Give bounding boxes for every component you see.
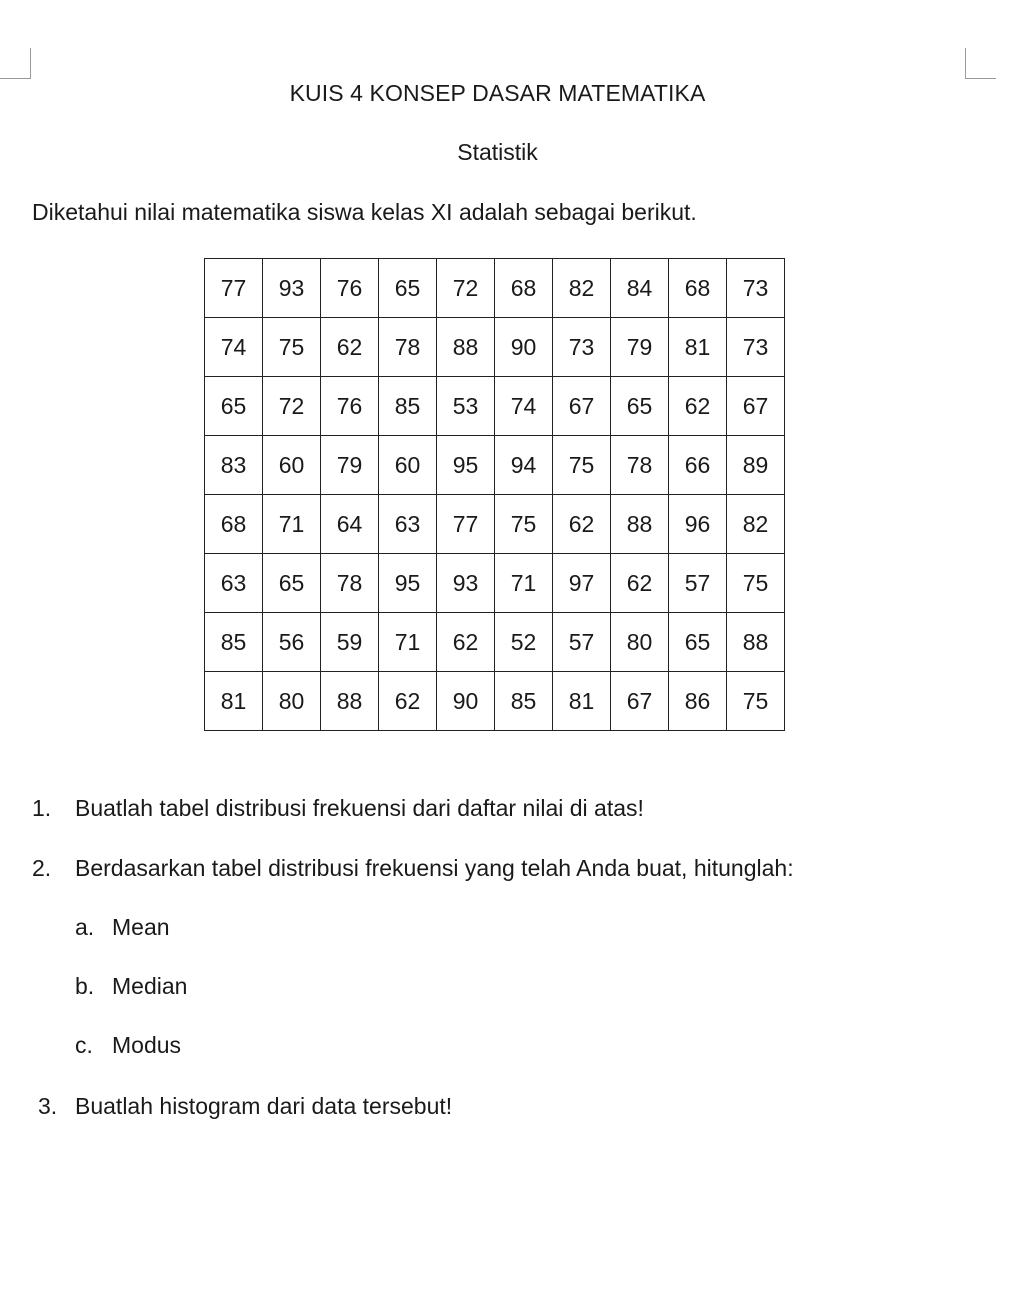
table-cell: 65	[205, 377, 263, 436]
table-cell: 63	[205, 554, 263, 613]
table-cell: 80	[611, 613, 669, 672]
sub-question-text: Mean	[112, 914, 170, 940]
table-cell: 75	[495, 495, 553, 554]
table-cell: 76	[321, 259, 379, 318]
table-cell: 93	[263, 259, 321, 318]
table-cell: 78	[321, 554, 379, 613]
table-cell: 78	[611, 436, 669, 495]
table-cell: 96	[669, 495, 727, 554]
table-row	[205, 672, 785, 731]
table-cell: 77	[205, 259, 263, 318]
table-cell: 81	[205, 672, 263, 731]
table-cell: 85	[495, 672, 553, 731]
table-cell: 65	[379, 259, 437, 318]
table-cell: 62	[437, 613, 495, 672]
table-cell: 75	[553, 436, 611, 495]
table-cell: 66	[669, 436, 727, 495]
data-table	[204, 258, 785, 731]
table-cell: 90	[437, 672, 495, 731]
table-cell: 74	[495, 377, 553, 436]
table-cell: 67	[611, 672, 669, 731]
table-row	[205, 436, 785, 495]
page-corner-mark-top-right	[965, 48, 996, 79]
sub-question-letter: a.	[75, 914, 95, 940]
page-corner-mark-top-left	[0, 48, 31, 79]
table-cell: 95	[437, 436, 495, 495]
table-cell: 72	[437, 259, 495, 318]
table-cell: 88	[727, 613, 785, 672]
table-cell: 73	[727, 318, 785, 377]
table-cell: 71	[379, 613, 437, 672]
table-cell: 68	[495, 259, 553, 318]
table-cell: 67	[553, 377, 611, 436]
table-row	[205, 318, 785, 377]
table-cell: 59	[321, 613, 379, 672]
table-cell: 78	[379, 318, 437, 377]
table-cell: 74	[205, 318, 263, 377]
table-cell: 62	[321, 318, 379, 377]
table-cell: 81	[669, 318, 727, 377]
question-number: 2.	[32, 855, 52, 881]
table-cell: 64	[321, 495, 379, 554]
question-number: 3.	[38, 1093, 58, 1119]
table-cell: 71	[495, 554, 553, 613]
table-cell: 57	[553, 613, 611, 672]
table-cell: 75	[727, 672, 785, 731]
table-cell: 63	[379, 495, 437, 554]
table-cell: 76	[321, 377, 379, 436]
table-cell: 85	[205, 613, 263, 672]
table-cell: 82	[553, 259, 611, 318]
sub-question-letter: b.	[75, 973, 95, 999]
sub-question-letter: c.	[75, 1032, 93, 1058]
table-cell: 65	[611, 377, 669, 436]
table-cell: 79	[321, 436, 379, 495]
table-cell: 62	[669, 377, 727, 436]
table-cell: 88	[437, 318, 495, 377]
sub-question-text: Median	[112, 973, 188, 999]
table-cell: 81	[553, 672, 611, 731]
document-subtitle: Statistik	[457, 139, 538, 165]
table-cell: 73	[727, 259, 785, 318]
question-number: 1.	[32, 795, 52, 821]
table-row	[205, 259, 785, 318]
table-row	[205, 495, 785, 554]
table-cell: 62	[611, 554, 669, 613]
table-cell: 57	[669, 554, 727, 613]
table-row	[205, 613, 785, 672]
document-title: KUIS 4 KONSEP DASAR MATEMATIKA	[289, 80, 706, 106]
table-cell: 62	[553, 495, 611, 554]
table-cell: 60	[379, 436, 437, 495]
question-text: Berdasarkan tabel distribusi frekuensi yang telah Anda buat, hitunglah:	[75, 855, 794, 881]
table-cell: 93	[437, 554, 495, 613]
sub-question-text: Modus	[112, 1032, 182, 1058]
question-text: Buatlah histogram dari data tersebut!	[75, 1093, 453, 1119]
question-text: Buatlah tabel distribusi frekuensi dari daftar nilai di atas!	[75, 795, 644, 821]
table-cell: 73	[553, 318, 611, 377]
table-cell: 56	[263, 613, 321, 672]
table-cell: 77	[437, 495, 495, 554]
table-cell: 65	[263, 554, 321, 613]
table-cell: 52	[495, 613, 553, 672]
table-cell: 85	[379, 377, 437, 436]
intro-paragraph: Diketahui nilai matematika siswa kelas XI adalah sebagai berikut.	[32, 199, 697, 225]
table-cell: 83	[205, 436, 263, 495]
table-cell: 84	[611, 259, 669, 318]
table-cell: 62	[379, 672, 437, 731]
table-cell: 68	[669, 259, 727, 318]
table-cell: 86	[669, 672, 727, 731]
table-cell: 95	[379, 554, 437, 613]
table-cell: 88	[321, 672, 379, 731]
table-cell: 82	[727, 495, 785, 554]
table-row	[205, 377, 785, 436]
table-cell: 97	[553, 554, 611, 613]
table-cell: 72	[263, 377, 321, 436]
table-cell: 65	[669, 613, 727, 672]
table-cell: 79	[611, 318, 669, 377]
table-cell: 71	[263, 495, 321, 554]
table-cell: 53	[437, 377, 495, 436]
table-cell: 68	[205, 495, 263, 554]
table-cell: 75	[727, 554, 785, 613]
table-cell: 89	[727, 436, 785, 495]
table-cell: 80	[263, 672, 321, 731]
table-cell: 75	[263, 318, 321, 377]
table-cell: 88	[611, 495, 669, 554]
table-cell: 67	[727, 377, 785, 436]
table-cell: 94	[495, 436, 553, 495]
table-cell: 60	[263, 436, 321, 495]
table-row	[205, 554, 785, 613]
table-cell: 90	[495, 318, 553, 377]
